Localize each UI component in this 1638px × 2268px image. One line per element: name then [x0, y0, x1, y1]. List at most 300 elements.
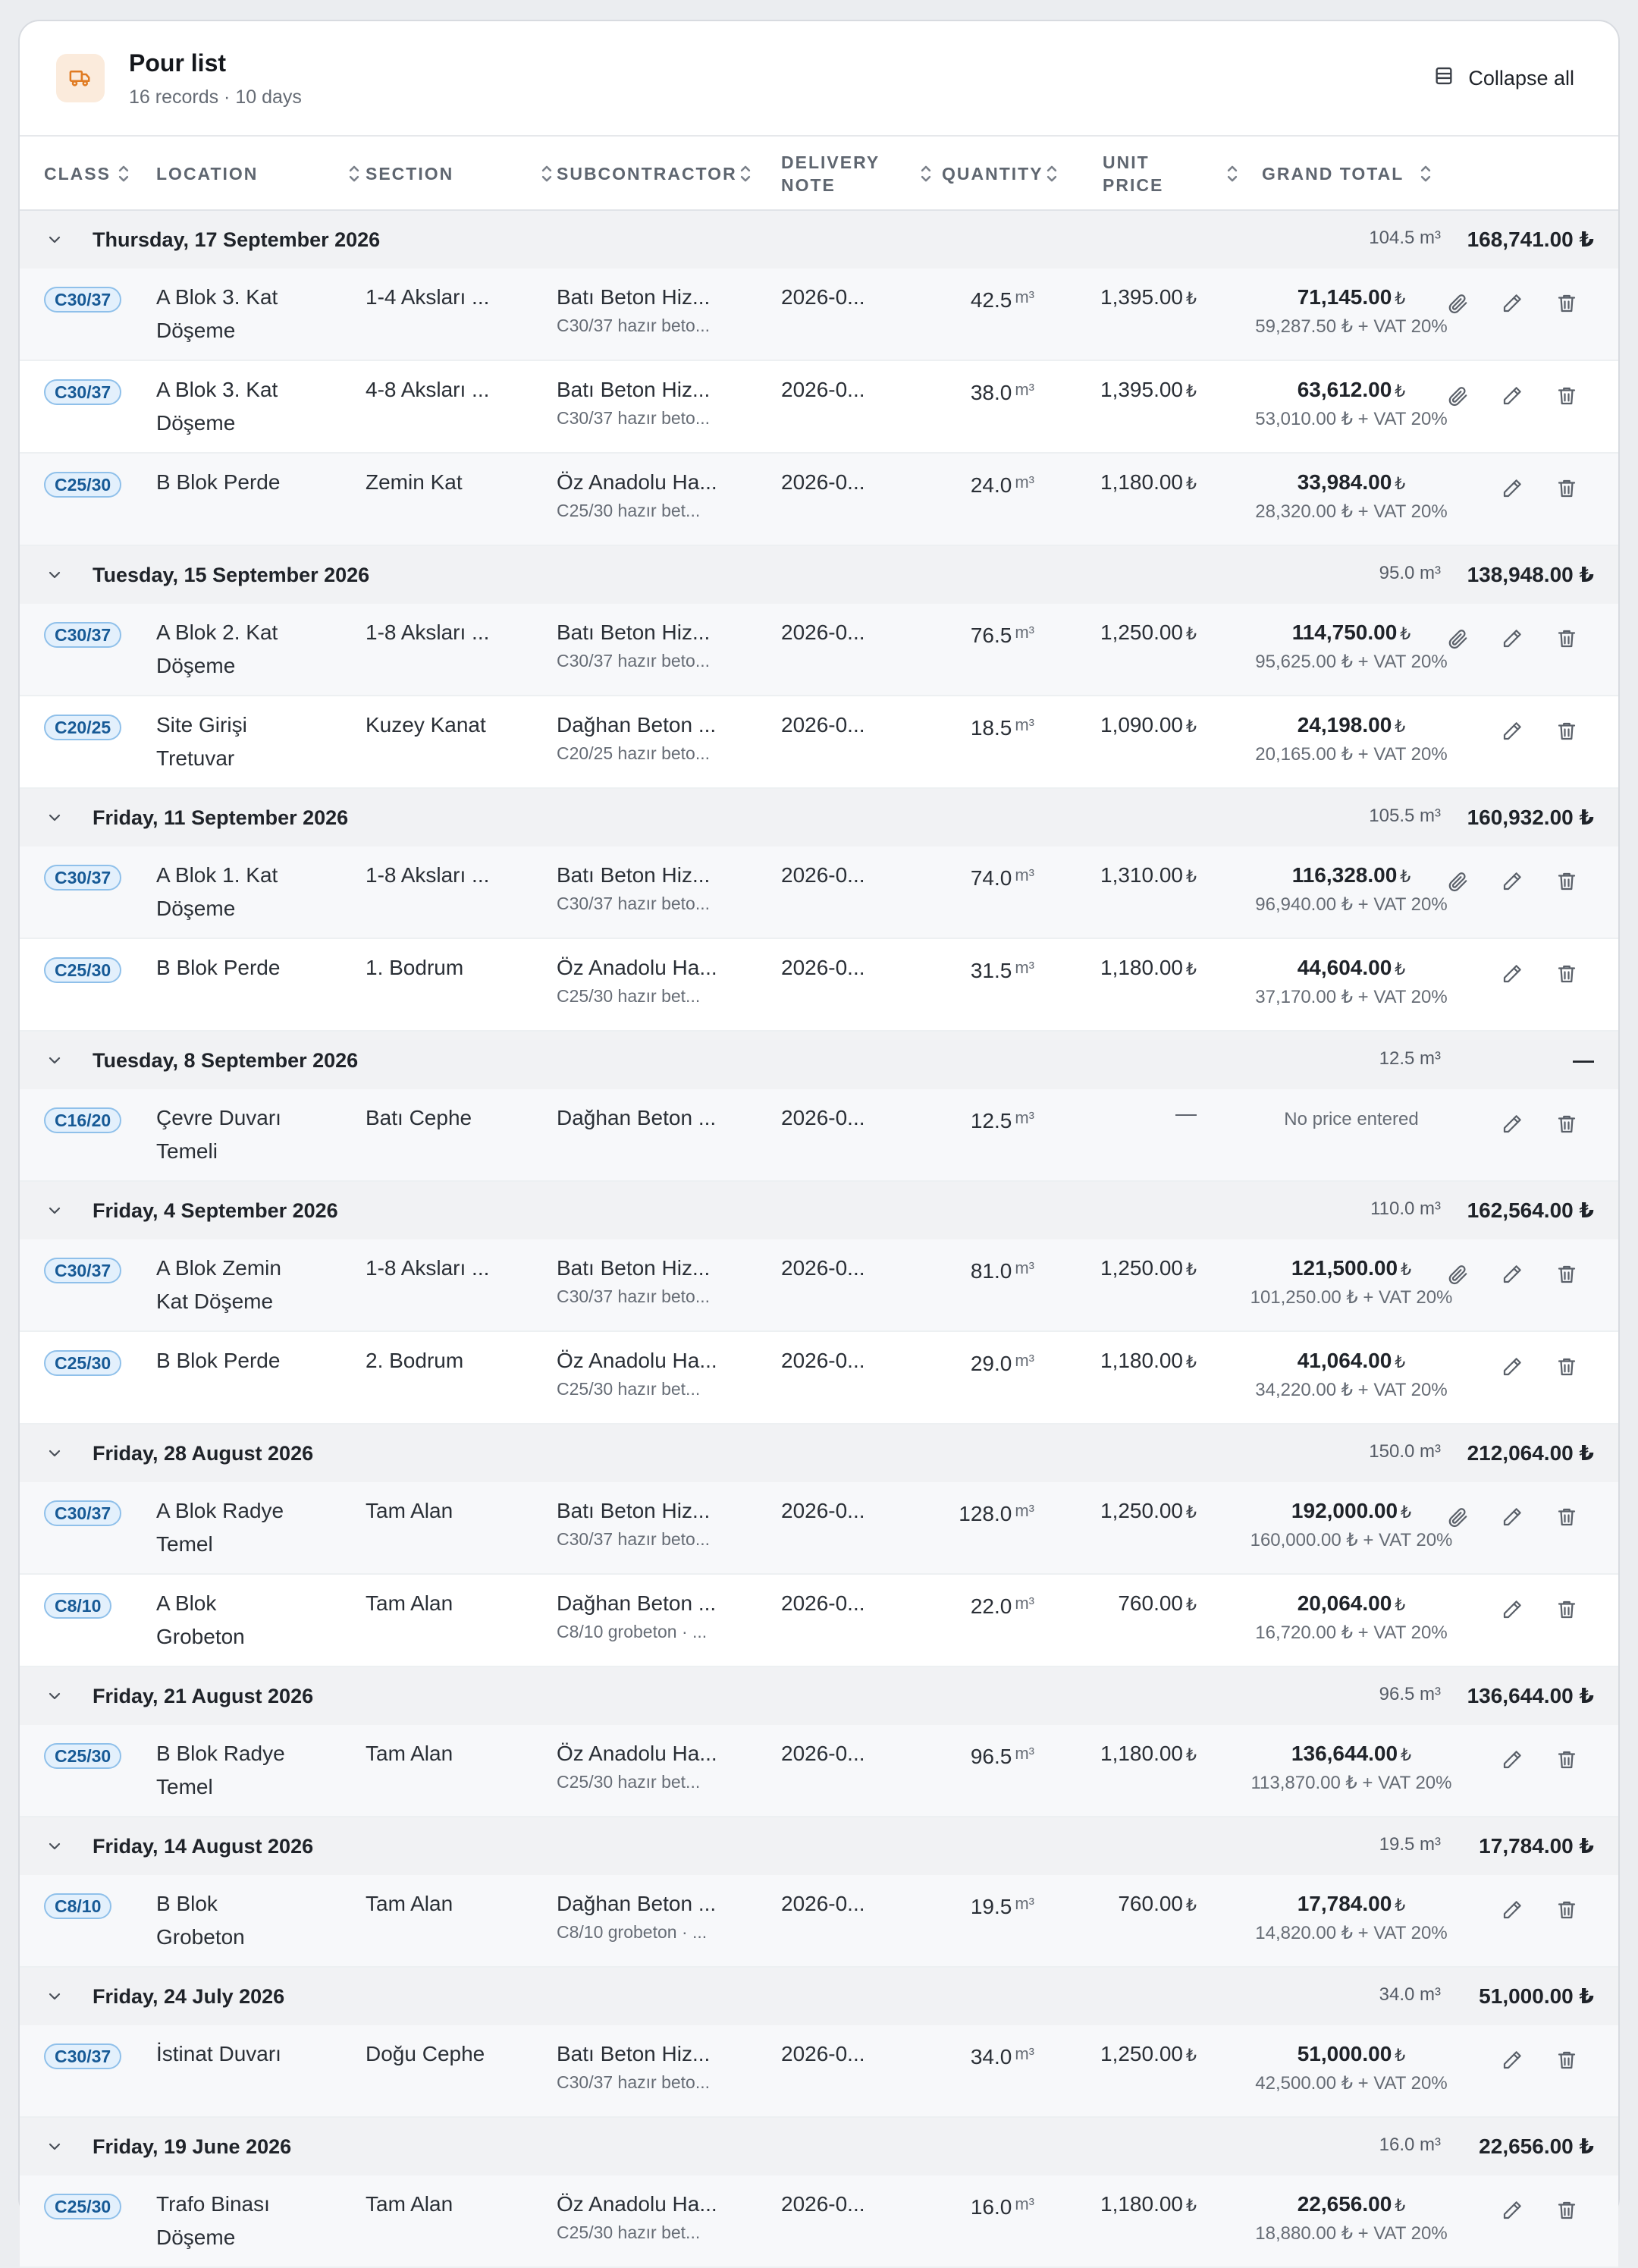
section-cell: 2. Bodrum: [366, 1349, 464, 1372]
net-plus-vat: 53,010.00 ₺ + VAT 20%: [1255, 409, 1448, 429]
section-cell: 1-4 Aksları ...: [366, 285, 490, 309]
class-badge: C30/37: [44, 379, 121, 405]
location-cell: [156, 2037, 353, 2071]
currency-symbol: ₺: [1186, 867, 1197, 886]
group-total: 168,741.00 ₺: [1467, 228, 1594, 251]
unit-price-value: 760.00: [1118, 1892, 1183, 1915]
delete-icon[interactable]: [1555, 1355, 1579, 1379]
delete-icon[interactable]: [1555, 869, 1579, 894]
subcontractor-product: C25/30 hazır bet...: [557, 986, 701, 1006]
quantity-value: 29.0: [970, 1352, 1012, 1375]
currency-symbol: ₺: [1395, 1896, 1406, 1915]
group-quantity: 95.0 m³: [1379, 563, 1441, 583]
column-label-delivery-note: [781, 151, 880, 196]
table-row[interactable]: [20, 696, 1618, 789]
attachment-icon[interactable]: [1445, 869, 1470, 894]
grand-total-cell: [1222, 1344, 1480, 1402]
quantity-unit: m³: [1015, 1258, 1034, 1277]
edit-icon[interactable]: [1500, 962, 1524, 986]
subcontractor-product: C8/10 grobeton · ...: [557, 1622, 708, 1641]
net-plus-vat: 37,170.00 ₺ + VAT 20%: [1255, 987, 1448, 1007]
quantity-unit: m³: [1015, 473, 1034, 492]
location-line1: B Blok Perde: [156, 956, 281, 979]
edit-icon[interactable]: [1500, 2048, 1524, 2072]
group-date: Friday, 4 September 2026: [93, 1199, 338, 1222]
chevron-down-icon[interactable]: [47, 810, 62, 829]
location-line1: A Blok Zemin: [156, 1256, 281, 1280]
row-actions: [1500, 1898, 1579, 1922]
net-plus-vat: 96,940.00 ₺ + VAT 20%: [1255, 894, 1448, 915]
delete-icon[interactable]: [1555, 1505, 1579, 1529]
group-quantity: 96.5 m³: [1379, 1684, 1441, 1704]
group-total: 17,784.00 ₺: [1479, 1834, 1594, 1858]
table-row[interactable]: [20, 361, 1618, 454]
section-cell: Tam Alan: [366, 2192, 453, 2216]
quantity-unit: m³: [1015, 623, 1034, 642]
collapse-all-button[interactable]: [1433, 65, 1574, 92]
edit-icon[interactable]: [1500, 384, 1524, 408]
subcontractor-product: C30/37 hazır beto...: [557, 894, 711, 913]
subcontractor-product: C25/30 hazır bet...: [557, 1379, 701, 1399]
group-date: Thursday, 17 September 2026: [93, 228, 381, 251]
grand-total-cell: [1222, 466, 1480, 523]
currency-symbol: ₺: [1186, 1503, 1197, 1522]
chevron-down-icon[interactable]: [47, 1989, 62, 2008]
subcontractor-cell: [557, 281, 754, 337]
quantity-value: 42.5: [970, 288, 1012, 312]
table-row[interactable]: [20, 1875, 1618, 1968]
subcontractor-product: C30/37 hazır beto...: [557, 1286, 711, 1306]
quantity-cell: [971, 1101, 1034, 1138]
unit-price-cell: [1100, 859, 1197, 894]
delete-icon[interactable]: [1555, 1262, 1579, 1286]
location-line2: Tretuvar: [156, 746, 235, 770]
table-row[interactable]: [20, 2025, 1618, 2118]
quantity-cell: [971, 1344, 1034, 1381]
chevron-down-icon[interactable]: [47, 567, 62, 586]
unit-price-cell: [1100, 281, 1197, 316]
location-cell: [156, 1101, 353, 1168]
column-header-unit-price[interactable]: [1103, 137, 1239, 211]
subcontractor-product: C25/30 hazır bet...: [557, 2222, 701, 2242]
sort-icon: [117, 163, 130, 184]
date-group-header[interactable]: [20, 1425, 1618, 1482]
chevron-down-icon[interactable]: [47, 2139, 62, 2158]
grand-total-value: 63,612.00: [1297, 378, 1392, 401]
row-actions: [1445, 1262, 1579, 1286]
row-actions: [1500, 1355, 1579, 1379]
section-cell: 1. Bodrum: [366, 956, 464, 979]
unit-price-value: 1,250.00: [1100, 1256, 1183, 1280]
edit-icon[interactable]: [1500, 869, 1524, 894]
location-cell: [156, 616, 353, 683]
subcontractor-name: Öz Anadolu Ha...: [557, 2192, 717, 2216]
sort-icon: [540, 163, 554, 184]
class-badge: C25/30: [44, 2194, 121, 2219]
delete-icon[interactable]: [1555, 2198, 1579, 2222]
currency-symbol: ₺: [1400, 867, 1411, 886]
sort-icon: [347, 163, 361, 184]
class-badge: C30/37: [44, 622, 121, 648]
edit-icon[interactable]: [1500, 1505, 1524, 1529]
subcontractor-cell: [557, 466, 754, 522]
date-group-header[interactable]: [20, 546, 1618, 604]
currency-symbol: ₺: [1395, 474, 1406, 493]
location-line2: Temel: [156, 1775, 213, 1798]
net-plus-vat: 28,320.00 ₺ + VAT 20%: [1255, 501, 1448, 522]
location-line2: Temel: [156, 1532, 213, 1556]
quantity-cell: [959, 1494, 1034, 1531]
date-group-header[interactable]: [20, 1968, 1618, 2025]
subcontractor-name: Dağhan Beton ...: [557, 1892, 717, 1915]
class-badge: C30/37: [44, 1258, 121, 1283]
table-row[interactable]: [20, 454, 1618, 546]
subcontractor-cell: [557, 2037, 754, 2094]
group-date: Friday, 14 August 2026: [93, 1835, 314, 1858]
quantity-unit: m³: [1015, 1594, 1034, 1613]
chevron-down-icon[interactable]: [47, 232, 62, 251]
class-badge: C30/37: [44, 287, 121, 313]
quantity-unit: m³: [1015, 2044, 1034, 2063]
grand-total-cell: [1222, 2037, 1480, 2095]
edit-icon[interactable]: [1500, 1112, 1524, 1136]
delivery-note-cell: 2026-0...: [781, 285, 865, 309]
currency-symbol: ₺: [1395, 2046, 1406, 2065]
attachment-icon[interactable]: [1445, 1262, 1470, 1286]
quantity-value: 19.5: [970, 1895, 1012, 1918]
no-price-label: No price entered: [1284, 1109, 1419, 1129]
net-plus-vat: 14,820.00 ₺ + VAT 20%: [1255, 1923, 1448, 1943]
subcontractor-name: Öz Anadolu Ha...: [557, 470, 717, 494]
subcontractor-product: C30/37 hazır beto...: [557, 2072, 711, 2092]
row-actions: [1445, 869, 1579, 894]
net-plus-vat: 42,500.00 ₺ + VAT 20%: [1255, 2073, 1448, 2094]
date-group-header[interactable]: [20, 211, 1618, 269]
table-row[interactable]: [20, 847, 1618, 939]
subcontractor-product: C8/10 grobeton · ...: [557, 1922, 708, 1942]
truck-icon: [56, 54, 105, 102]
column-header-quantity[interactable]: [942, 137, 1078, 211]
table-row[interactable]: [20, 1575, 1618, 1667]
location-cell: [156, 1494, 353, 1561]
chevron-down-icon[interactable]: [47, 1839, 62, 1858]
location-line1: Site Girişi: [156, 713, 247, 737]
location-cell: [156, 1252, 353, 1318]
unit-price-value: 1,395.00: [1100, 285, 1183, 309]
unit-price-value: 1,395.00: [1100, 378, 1183, 401]
net-plus-vat: 113,870.00 ₺ + VAT 20%: [1250, 1773, 1452, 1793]
location-line2: Kat Döşeme: [156, 1289, 274, 1313]
subcontractor-name: Dağhan Beton ...: [557, 1591, 717, 1615]
location-line1: B Blok Perde: [156, 1349, 281, 1372]
grand-total-value: 121,500.00: [1291, 1256, 1398, 1280]
subcontractor-product: C30/37 hazır beto...: [557, 316, 711, 335]
section-cell: 1-8 Aksları ...: [366, 1256, 490, 1280]
section-cell: Zemin Kat: [366, 470, 463, 494]
subcontractor-name: Dağhan Beton ...: [557, 713, 717, 737]
location-cell: [156, 281, 353, 347]
column-label-class: CLASS: [44, 164, 111, 184]
attachment-icon[interactable]: [1445, 1505, 1470, 1529]
section-cell: Kuzey Kanat: [366, 713, 486, 737]
column-header-subcontractor[interactable]: [557, 137, 777, 211]
collapse-icon: [1433, 65, 1454, 92]
table-row[interactable]: [20, 1482, 1618, 1575]
location-cell: [156, 951, 353, 985]
quantity-value: 38.0: [970, 381, 1012, 404]
quantity-cell: [971, 1587, 1034, 1623]
delete-icon[interactable]: [1555, 962, 1579, 986]
column-header-delivery-note[interactable]: [781, 137, 933, 211]
delete-icon[interactable]: [1555, 1898, 1579, 1922]
edit-icon[interactable]: [1500, 476, 1524, 501]
currency-symbol: ₺: [1395, 382, 1406, 401]
subcontractor-cell: [557, 1587, 754, 1643]
location-line1: Çevre Duvarı: [156, 1106, 281, 1129]
group-total: 160,932.00 ₺: [1467, 806, 1594, 829]
location-line2: Döşeme: [156, 319, 236, 342]
unit-price-cell: [1100, 373, 1197, 408]
quantity-value: 12.5: [970, 1109, 1012, 1132]
currency-symbol: ₺: [1395, 960, 1406, 979]
quantity-unit: m³: [1015, 1108, 1034, 1127]
delete-icon[interactable]: [1555, 1112, 1579, 1136]
currency-symbol: ₺: [1186, 960, 1197, 979]
grand-total-cell: [1222, 1887, 1480, 1945]
collapse-all-label: Collapse all: [1468, 66, 1574, 90]
delete-icon[interactable]: [1555, 1597, 1579, 1622]
location-cell: [156, 708, 353, 775]
quantity-value: 34.0: [970, 2045, 1012, 2069]
attachment-icon[interactable]: [1445, 384, 1470, 408]
edit-icon[interactable]: [1500, 719, 1524, 743]
delete-icon[interactable]: [1555, 384, 1579, 408]
row-actions: [1445, 384, 1579, 408]
net-plus-vat: 95,625.00 ₺ + VAT 20%: [1255, 652, 1448, 672]
table-row[interactable]: [20, 939, 1618, 1032]
currency-symbol: ₺: [1401, 1745, 1412, 1764]
table-row[interactable]: [20, 1239, 1618, 1332]
unit-price-value: 1,250.00: [1100, 620, 1183, 644]
unit-price-value: 1,180.00: [1100, 1349, 1183, 1372]
quantity-value: 22.0: [970, 1594, 1012, 1618]
quantity-unit: m³: [1015, 1744, 1034, 1763]
group-quantity: 19.5 m³: [1379, 1834, 1441, 1855]
grand-total-cell: [1222, 2188, 1480, 2245]
pour-list-card: [18, 20, 1620, 2249]
table-row[interactable]: [20, 604, 1618, 696]
table-row[interactable]: [20, 1725, 1618, 1817]
group-date: Friday, 19 June 2026: [93, 2135, 292, 2158]
table-row[interactable]: [20, 2175, 1618, 2268]
location-line2: Döşeme: [156, 2226, 236, 2249]
quantity-cell: [971, 1737, 1034, 1773]
date-group-header[interactable]: [20, 789, 1618, 847]
column-header-location[interactable]: [156, 137, 361, 211]
edit-icon[interactable]: [1500, 627, 1524, 651]
delivery-note-cell: 2026-0...: [781, 1256, 865, 1280]
subcontractor-cell: [557, 616, 754, 672]
attachment-icon[interactable]: [1445, 291, 1470, 316]
grand-total-value: 24,198.00: [1297, 713, 1392, 737]
grand-total-cell: [1222, 951, 1480, 1009]
column-label-location: LOCATION: [156, 164, 259, 184]
grand-total-cell: [1222, 616, 1480, 674]
row-actions: [1500, 1597, 1579, 1622]
edit-icon[interactable]: [1500, 2198, 1524, 2222]
location-line2: Döşeme: [156, 897, 236, 920]
row-actions: [1500, 2048, 1579, 2072]
delete-icon[interactable]: [1555, 1748, 1579, 1772]
location-line1: B Blok Perde: [156, 470, 281, 494]
row-actions: [1500, 962, 1579, 986]
location-cell: [156, 859, 353, 925]
delete-icon[interactable]: [1555, 476, 1579, 501]
chevron-down-icon[interactable]: [47, 1446, 62, 1465]
class-badge: C30/37: [44, 1500, 121, 1526]
location-cell: [156, 1587, 353, 1654]
subcontractor-product: C30/37 hazır beto...: [557, 651, 711, 671]
currency-symbol: ₺: [1186, 1595, 1197, 1614]
quantity-value: 81.0: [970, 1259, 1012, 1283]
grand-total-value: 22,656.00: [1297, 2192, 1392, 2216]
subcontractor-cell: [557, 2188, 754, 2244]
edit-icon[interactable]: [1500, 1262, 1524, 1286]
location-line1: A Blok 1. Kat: [156, 863, 278, 887]
quantity-cell: [971, 2037, 1034, 2074]
quantity-value: 31.5: [970, 959, 1012, 982]
currency-symbol: ₺: [1395, 2196, 1406, 2215]
class-badge: C16/20: [44, 1107, 121, 1133]
quantity-unit: m³: [1015, 865, 1034, 884]
quantity-value: 18.5: [970, 716, 1012, 740]
delete-icon[interactable]: [1555, 627, 1579, 651]
location-line1: A Blok: [156, 1591, 217, 1615]
quantity-value: 24.0: [970, 473, 1012, 497]
class-badge: C25/30: [44, 472, 121, 498]
currency-symbol: ₺: [1401, 1260, 1412, 1279]
edit-icon[interactable]: [1500, 291, 1524, 316]
row-actions: [1445, 1505, 1579, 1529]
delivery-note-cell: 2026-0...: [781, 2192, 865, 2216]
grand-total-cell: [1222, 281, 1480, 338]
location-line1: Trafo Binası: [156, 2192, 270, 2216]
quantity-value: 96.5: [970, 1745, 1012, 1768]
class-badge: C20/25: [44, 715, 121, 740]
grand-total-value: 41,064.00: [1297, 1349, 1392, 1372]
column-header-class[interactable]: [44, 137, 130, 211]
quantity-cell: [971, 1252, 1034, 1288]
subcontractor-cell: [557, 951, 754, 1007]
chevron-down-icon[interactable]: [47, 1688, 62, 1707]
grand-total-value: 20,064.00: [1297, 1591, 1392, 1615]
subcontractor-product: C20/25 hazır beto...: [557, 743, 711, 763]
column-header-section[interactable]: [366, 137, 554, 211]
quantity-unit: m³: [1015, 715, 1034, 734]
section-cell: Doğu Cephe: [366, 2042, 485, 2065]
class-badge: C25/30: [44, 1350, 121, 1376]
grand-total-cell: [1222, 708, 1480, 766]
currency-symbol: ₺: [1395, 717, 1406, 736]
edit-icon[interactable]: [1500, 1898, 1524, 1922]
currency-symbol: ₺: [1186, 1260, 1197, 1279]
date-group-header[interactable]: [20, 1182, 1618, 1239]
location-cell: [156, 2188, 353, 2254]
location-cell: [156, 1887, 353, 1954]
date-group-header[interactable]: [20, 1032, 1618, 1089]
column-label-delivery-note-line2: NOTE: [781, 175, 836, 195]
currency-symbol: ₺: [1401, 1503, 1412, 1522]
delivery-note-cell: 2026-0...: [781, 1892, 865, 1915]
unit-price-cell: [1100, 466, 1197, 501]
subcontractor-name: Batı Beton Hiz...: [557, 1256, 711, 1280]
location-line2: Grobeton: [156, 1625, 245, 1648]
unit-price-value: 1,180.00: [1100, 2192, 1183, 2216]
column-header-grand-total[interactable]: [1262, 137, 1432, 211]
subcontractor-cell: [557, 1737, 754, 1793]
chevron-down-icon[interactable]: [47, 1053, 62, 1072]
delete-icon[interactable]: [1555, 2048, 1579, 2072]
unit-price-value: 1,180.00: [1100, 470, 1183, 494]
location-line2: Döşeme: [156, 411, 236, 435]
currency-symbol: ₺: [1186, 1745, 1197, 1764]
location-cell: [156, 1344, 353, 1377]
location-cell: [156, 1737, 353, 1804]
unit-price-cell: [1100, 1494, 1197, 1529]
date-group-header[interactable]: [20, 1667, 1618, 1725]
edit-icon[interactable]: [1500, 1597, 1524, 1622]
net-plus-vat: 34,220.00 ₺ + VAT 20%: [1255, 1380, 1448, 1400]
table-header: [20, 137, 1618, 211]
table-row[interactable]: [20, 1089, 1618, 1182]
subcontractor-cell: [557, 1344, 754, 1400]
quantity-unit: m³: [1015, 287, 1034, 306]
section-cell: 1-8 Aksları ...: [366, 863, 490, 887]
table-row[interactable]: [20, 1332, 1618, 1425]
delete-icon[interactable]: [1555, 291, 1579, 316]
subcontractor-cell: [557, 859, 754, 915]
table-body: [20, 211, 1618, 2268]
group-total: 22,656.00 ₺: [1479, 2134, 1594, 2158]
currency-symbol: ₺: [1186, 2046, 1197, 2065]
date-group-header[interactable]: [20, 1817, 1618, 1875]
delivery-note-cell: 2026-0...: [781, 1349, 865, 1372]
group-total: 138,948.00 ₺: [1467, 563, 1594, 586]
group-date: Tuesday, 8 September 2026: [93, 1049, 359, 1072]
currency-symbol: ₺: [1186, 382, 1197, 401]
edit-icon[interactable]: [1500, 1748, 1524, 1772]
quantity-cell: [971, 281, 1034, 317]
delete-icon[interactable]: [1555, 719, 1579, 743]
row-actions: [1500, 2198, 1579, 2222]
column-label-unit-price: [1103, 151, 1163, 196]
subcontractor-cell: [557, 1101, 754, 1135]
table-row[interactable]: [20, 269, 1618, 361]
attachment-icon[interactable]: [1445, 627, 1470, 651]
column-label-grand-total: GRAND TOTAL: [1262, 164, 1404, 184]
location-line2: Döşeme: [156, 654, 236, 677]
edit-icon[interactable]: [1500, 1355, 1524, 1379]
group-date: Friday, 24 July 2026: [93, 1985, 285, 2008]
quantity-value: 74.0: [970, 866, 1012, 890]
unit-price-cell: [1100, 708, 1197, 743]
chevron-down-icon[interactable]: [47, 1203, 62, 1222]
quantity-cell: [971, 1887, 1034, 1924]
subcontractor-name: Batı Beton Hiz...: [557, 378, 711, 401]
grand-total-cell: [1222, 1494, 1480, 1552]
subcontractor-cell: [557, 1252, 754, 1308]
date-group-header[interactable]: [20, 2118, 1618, 2175]
